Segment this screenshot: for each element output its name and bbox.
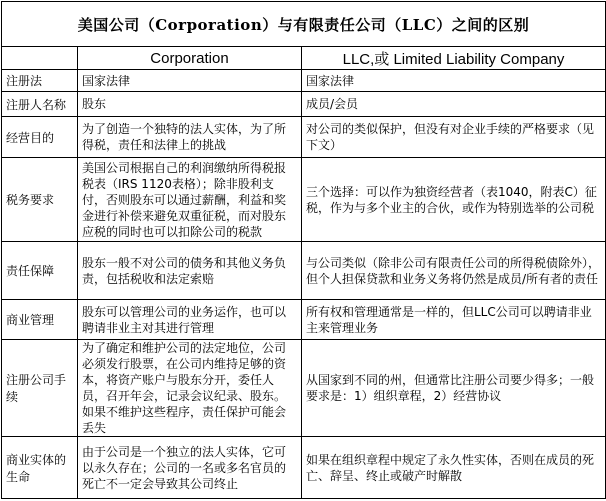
- table-title: 美国公司（Corporation）与有限责任公司（LLC）之间的区别: [2, 2, 606, 47]
- row-label: 商业管理: [2, 300, 78, 340]
- table-row: [2, 158, 606, 242]
- corporation-cell: 股东: [78, 92, 302, 117]
- llc-cell: 成员/会员: [302, 92, 606, 117]
- row-label: 注册人名称: [2, 92, 78, 117]
- llc-cell: 从国家到不同的州，但通常比注册公司要少得多；一般要求是：1）组织章程，2）经营协议: [302, 340, 606, 437]
- llc-cell: 与公司类似（除非公司有限责任公司的所得税债除外），但个人担保贷款和业务义务将仍然是成员/所有者的责任: [302, 242, 606, 300]
- header-llc: LLC,或 Limited Liability Company: [302, 47, 606, 70]
- title-row: [2, 2, 606, 47]
- table-row: [2, 70, 606, 92]
- llc-cell: 所有权和管理通常是一样的，但LLC公司可以聘请非业主来管理业务: [302, 300, 606, 340]
- table-row: [2, 437, 606, 499]
- corporation-cell: 股东可以管理公司的业务运作，也可以聘请非业主对其进行管理: [78, 300, 302, 340]
- row-label: 税务要求: [2, 158, 78, 242]
- corporation-cell: 由于公司是一个独立的法人实体，它可以永久存在；公司的一名或多名官员的死亡不一定会导致其公司终止: [78, 437, 302, 499]
- header-empty: [2, 47, 78, 70]
- row-label: 经营目的: [2, 117, 78, 158]
- llc-cell: 三个选择：可以作为独资经营者（表1040，附表C）征税，作为与多个业主的合伙，或作为特别选举的公司税: [302, 158, 606, 242]
- table-row: [2, 92, 606, 117]
- row-label: 责任保障: [2, 242, 78, 300]
- table-row: [2, 242, 606, 300]
- llc-cell: 对公司的类似保护，但没有对企业手续的严格要求（见下文）: [302, 117, 606, 158]
- table-row: [2, 117, 606, 158]
- corporation-cell: 美国公司根据自己的利润缴纳所得税报税表（IRS 1120表格）；除非股利支付，否则股东可以通过薪酬，利益和奖金进行补偿来避免双重征税，而对股东应税的同时也可以扣除公司的税款: [78, 158, 302, 242]
- header-corporation: Corporation: [78, 47, 302, 70]
- llc-cell: 国家法律: [302, 70, 606, 92]
- header-row: [2, 47, 606, 70]
- corporation-cell: 为了确定和维护公司的法定地位，公司必须发行股票，在公司内维持足够的资本，将资产账户与股东分开，委任人员，召开年会，记录会议纪录、股东。如果不维护这些程序，责任保护可能会丢失: [78, 340, 302, 437]
- row-label: 注册法: [2, 70, 78, 92]
- comparison-table: [1, 1, 606, 499]
- table-row: [2, 300, 606, 340]
- table-row: [2, 340, 606, 437]
- corporation-cell: 股东一般不对公司的债务和其他义务负责，包括税收和法定索赔: [78, 242, 302, 300]
- row-label: 注册公司手续: [2, 340, 78, 437]
- corporation-cell: 为了创造一个独特的法人实体，为了所得税，责任和法律上的挑战: [78, 117, 302, 158]
- corporation-cell: 国家法律: [78, 70, 302, 92]
- llc-cell: 如果在组织章程中规定了永久性实体，否则在成员的死亡、辞呈、终止或破产时解散: [302, 437, 606, 499]
- comparison-table-container: [1, 1, 605, 499]
- row-label: 商业实体的生命: [2, 437, 78, 499]
